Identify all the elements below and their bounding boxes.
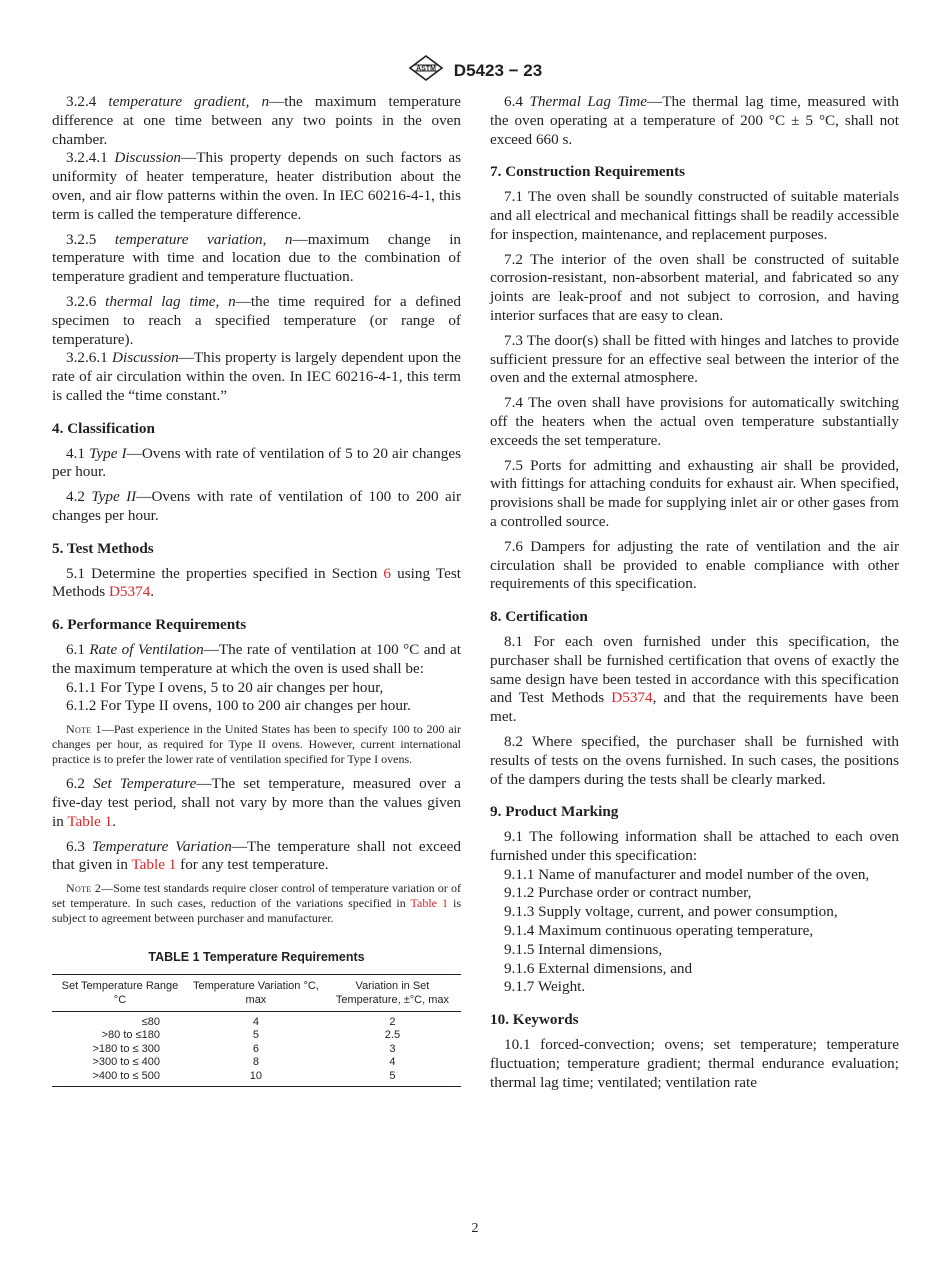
list-item-9-1-5: 9.1.5 Internal dimensions, bbox=[504, 940, 663, 958]
temperature-requirements-table bbox=[52, 974, 461, 1088]
table-cell: 10 bbox=[249, 1069, 263, 1082]
paragraph-3-2-4: 3.2.4 temperature gradient, n—the maximum temperature difference at one time between any two points in the oven chamber. bbox=[52, 93, 461, 148]
table-cell: 2.5 bbox=[384, 1029, 401, 1042]
section-6-link[interactable]: 6 bbox=[383, 564, 392, 582]
note-1: Note 1—Past experience in the United States has been to specify 100 to 200 air changes per hour, as required for Type II ovens. However, current international practice is to prefer the lower rate of ventilation specified for Type I ovens. bbox=[52, 722, 461, 767]
paragraph-9-1: 9.1 The following information shall be attached to each oven furnished under this specification: bbox=[490, 828, 899, 864]
list-item-9-1-7: 9.1.7 Weight. bbox=[504, 978, 586, 996]
table-row bbox=[52, 1056, 461, 1070]
table-cell: 8 bbox=[252, 1056, 259, 1069]
section-heading-certification: 8. Certification bbox=[490, 608, 588, 626]
paragraph-4-1: 4.1 Type I—Ovens with rate of ventilation of 5 to 20 air changes per hour. bbox=[52, 444, 462, 481]
table-header-cell: Set Temperature Range °C bbox=[61, 979, 179, 1006]
paragraph-7-2: 7.2 The interior of the oven shall be constructed of suitable corrosion-resistant, non-absorbent material, and fabricated so any joints are leak-proof and not subject to corrosion, and having interior surfaces that are easy to clean. bbox=[490, 250, 899, 324]
svg-text:ASTM: ASTM bbox=[415, 65, 436, 73]
table-cell: 4 bbox=[389, 1056, 396, 1069]
table-header-cell: Temperature Variation °C, max bbox=[192, 979, 319, 1006]
table-cell: 3 bbox=[389, 1042, 396, 1055]
paragraph-8-1: 8.1 For each oven furnished under this specification, the purchaser shall be furnished certification that ovens of exactly the same design have been tested in accordance with this specification and Test Methods D5374, and that the requirements have been met. bbox=[490, 632, 899, 726]
list-item-9-1-2: 9.1.2 Purchase order or contract number, bbox=[504, 884, 752, 902]
table-1-link[interactable]: Table 1 bbox=[410, 896, 448, 911]
paragraph-6-1-1: 6.1.1 For Type I ovens, 5 to 20 air changes per hour, bbox=[66, 678, 384, 696]
paragraph-3-2-5: 3.2.5 temperature variation, n—maximum change in temperature with time and location due to the combination of temperature gradient and temperature fluctuation. bbox=[52, 230, 462, 286]
paragraph-7-1: 7.1 The oven shall be soundly constructed of suitable materials and all electrical and mechanical fittings shall be readily accessible for inspection, maintenance, and replacement purposes. bbox=[490, 188, 899, 243]
table-row bbox=[52, 1029, 461, 1043]
section-heading-performance: 6. Performance Requirements bbox=[52, 616, 247, 634]
paragraph-4-2: 4.2 Type II—Ovens with rate of ventilation of 100 to 200 air changes per hour. bbox=[52, 488, 462, 524]
paragraph-6-4: 6.4 Thermal Lag Time—The thermal lag time, measured with the oven operating at a temperature of 200 °C ± 5 °C, shall not exceed 660 s. bbox=[490, 93, 899, 148]
note-2: Note 2—Some test standards require closer control of temperature variation or of set temperature. In such cases, reduction of the variations specified in Table 1 is subject to agreement between purchaser and manufacturer. bbox=[52, 881, 461, 926]
right-column bbox=[490, 93, 899, 1098]
paragraph-6-2: 6.2 Set Temperature—The set temperature, measured over a five-day test period, shall not vary by more than the values given in Table 1. bbox=[52, 775, 462, 830]
paragraph-6-1-2: 6.1.2 For Type II ovens, 100 to 200 air changes per hour. bbox=[66, 697, 411, 715]
paragraph-8-2: 8.2 Where specified, the purchaser shall be furnished with results of tests on the ovens furnished. In such cases, the positions of the dampers during the tests shall be clearly marked. bbox=[490, 732, 899, 788]
paragraph-3-2-4-1: 3.2.4.1 Discussion—This property depends on such factors as uniformity of heater temperature, heater distribution about the oven, and air flow patterns within the oven. In IEC 60216-4-1, this term is called the temperature difference. bbox=[52, 149, 461, 223]
table-row bbox=[52, 1011, 461, 1029]
table-cell: >300 to ≤ 400 bbox=[92, 1056, 160, 1069]
table-cell: 2 bbox=[389, 1015, 396, 1028]
table-cell: 5 bbox=[252, 1029, 259, 1042]
table-cell: 5 bbox=[389, 1069, 396, 1082]
table-header-cell: Variation in Set Temperature, ±°C, max bbox=[335, 979, 450, 1006]
section-heading-product-marking: 9. Product Marking bbox=[490, 803, 619, 821]
paragraph-10-1: 10.1 forced-convection; ovens; set temperature; temperature fluctuation; temperature gradient; thermal endurance evaluation; thermal lag time; ventilated; ventilation rate bbox=[490, 1036, 899, 1091]
paragraph-7-4: 7.4 The oven shall have provisions for automatically switching off the heaters when the actual oven temperature substantially exceeds the set temperature. bbox=[490, 394, 899, 449]
table-cell: 6 bbox=[252, 1042, 259, 1055]
paragraph-6-3: 6.3 Temperature Variation—The temperature shall not exceed that given in Table 1 for any test temperature. bbox=[52, 837, 461, 874]
table-cell: ≤80 bbox=[141, 1015, 160, 1028]
d5374-link[interactable]: D5374 bbox=[108, 583, 151, 601]
list-item-9-1-4: 9.1.4 Maximum continuous operating temperature, bbox=[504, 922, 814, 940]
table-1-link[interactable]: Table 1 bbox=[67, 812, 113, 830]
table-cell: >400 to ≤ 500 bbox=[92, 1069, 160, 1082]
paragraph-5-1: 5.1 Determine the properties specified in Section 6 using Test Methods D5374. bbox=[52, 564, 461, 601]
section-heading-construction: 7. Construction Requirements bbox=[490, 163, 686, 181]
table-cell: 4 bbox=[252, 1015, 259, 1028]
list-item-9-1-6: 9.1.6 External dimensions, and bbox=[504, 959, 693, 977]
table-1-link[interactable]: Table 1 bbox=[131, 856, 177, 874]
paragraph-6-1: 6.1 Rate of Ventilation—The rate of ventilation at 100 °C and at the maximum temperature at which the oven is used shall be: bbox=[52, 640, 462, 677]
astm-logo-icon bbox=[408, 55, 444, 86]
section-heading-keywords: 10. Keywords bbox=[490, 1011, 579, 1029]
table-cell: >180 to ≤ 300 bbox=[92, 1042, 160, 1055]
list-item-9-1-1: 9.1.1 Name of manufacturer and model number of the oven, bbox=[504, 865, 870, 883]
table-title: TABLE 1 Temperature Requirements bbox=[148, 950, 365, 965]
left-column bbox=[52, 93, 461, 1087]
table-row bbox=[52, 1043, 461, 1057]
paragraph-7-5: 7.5 Ports for admitting and exhausting air shall be provided, with fittings for attaching conduits for exhaust air. When specified, provisions shall be made for supplying inlet air or other gases from a controlled source. bbox=[490, 456, 899, 530]
table-header-row bbox=[52, 974, 461, 1011]
page-number: 2 bbox=[471, 1221, 479, 1236]
table-cell: >80 to ≤180 bbox=[101, 1029, 160, 1042]
page-header bbox=[0, 55, 950, 86]
paragraph-7-3: 7.3 The door(s) shall be fitted with hinges and latches to provide sufficient pressure for an effective seal between the interior of the oven and the external atmosphere. bbox=[490, 331, 899, 387]
paragraph-3-2-6-1: 3.2.6.1 Discussion—This property is largely dependent upon the rate of air circulation within the oven. In IEC 60216-4-1, this term is called the “time constant.” bbox=[52, 349, 461, 404]
paragraph-3-2-6: 3.2.6 thermal lag time, n—the time required for a defined specimen to reach a specified temperature (or range of temperature). bbox=[52, 292, 461, 348]
table-row bbox=[52, 1070, 461, 1087]
d5374-link[interactable]: D5374 bbox=[611, 689, 653, 707]
paragraph-7-6: 7.6 Dampers for adjusting the rate of ventilation and the air circulation shall be provided to enable compliance with other requirements of this specification. bbox=[490, 537, 899, 593]
document-code: D5423 − 23 bbox=[453, 60, 543, 80]
section-heading-test-methods: 5. Test Methods bbox=[52, 539, 154, 557]
section-heading-classification: 4. Classification bbox=[52, 419, 155, 437]
list-item-9-1-3: 9.1.3 Supply voltage, current, and power consumption, bbox=[504, 903, 838, 921]
